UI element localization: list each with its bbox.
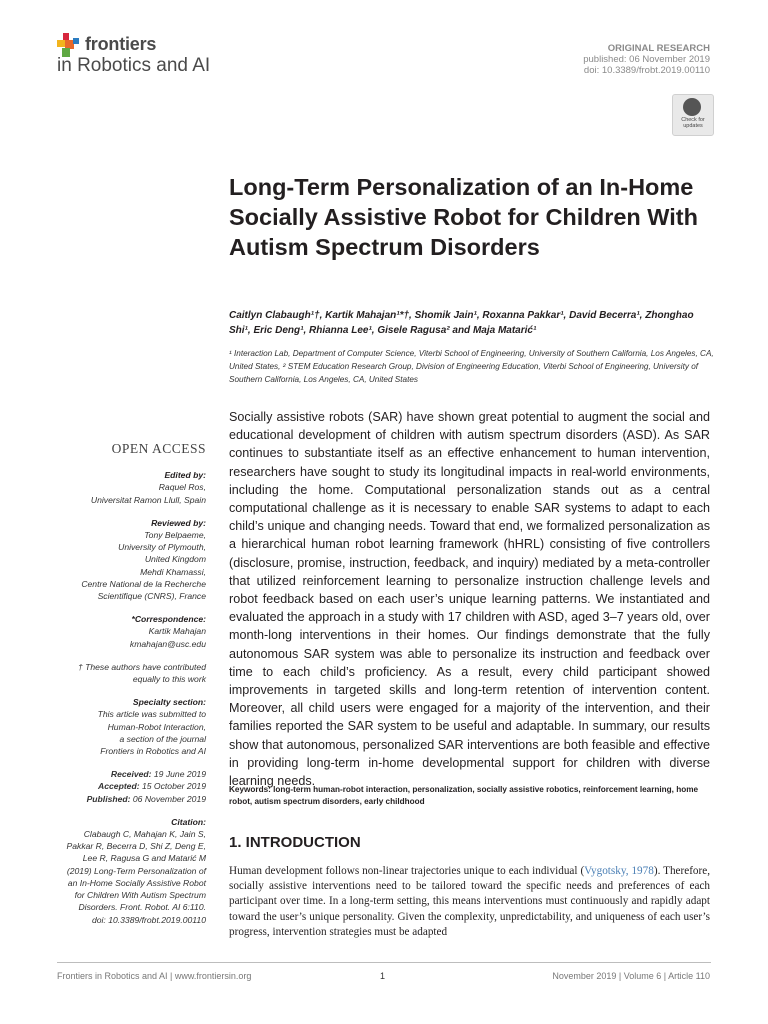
- doi-link[interactable]: doi: 10.3389/frobt.2019.00110: [583, 65, 710, 76]
- specialty-text: a section of the journal: [119, 733, 206, 744]
- brand-name: frontiers: [85, 34, 157, 54]
- specialty-section-label: Specialty section:: [132, 697, 206, 708]
- specialty-text: This article was submitted to: [97, 709, 206, 720]
- reviewer-affiliation: Centre National de la Recherche: [81, 578, 206, 589]
- citation-label: Citation:: [171, 816, 206, 827]
- citation-text: Clabaugh C, Mahajan K, Jain S,: [83, 829, 206, 840]
- reviewer-name[interactable]: Tony Belpaeme,: [144, 530, 206, 541]
- update-icon: [683, 98, 701, 116]
- correspondent-email[interactable]: kmahajan@usc.edu: [129, 638, 206, 649]
- affiliations: ¹ Interaction Lab, Department of Computer Science, Viterbi School of Engineering, University of Southern California, Los Angeles, CA, United States, ² STEM Education Research Group, Division of Engineering Education, Viterbi School of Engineering, University of Southern California, Los Angeles, CA, United States: [229, 349, 714, 384]
- open-access-label[interactable]: OPEN ACCESS: [111, 441, 206, 456]
- edited-by-label: Edited by:: [164, 470, 206, 481]
- footer-divider: [57, 962, 711, 963]
- equal-contribution-note: † These authors have contributed: [77, 661, 206, 672]
- footer-issue-info: November 2019 | Volume 6 | Article 110: [552, 971, 710, 981]
- section-heading: 1. INTRODUCTION: [229, 834, 361, 851]
- accepted-date: Accepted: 15 October 2019: [98, 781, 206, 792]
- reviewer-name[interactable]: Mehdi Khamassi,: [140, 566, 206, 577]
- correspondent-name: Kartik Mahajan: [148, 626, 206, 637]
- reviewed-by-label: Reviewed by:: [151, 517, 206, 528]
- published-date-sidebar: Published: 06 November 2019: [86, 793, 206, 804]
- page-number: 1: [380, 971, 386, 981]
- citation-doi[interactable]: doi: 10.3389/frobt.2019.00110: [91, 914, 206, 925]
- abstract: Socially assistive robots (SAR) have shown great potential to augment the social and educational development of children with autism spectrum disorders (ASD). As SAR continues to substantiate itself as an effective enhancement to human intervention, researchers have sought to study its longitudinal impacts in real-world environments, including the home. Computational personalization stands out as a central computational challenge as it is necessary to enable SAR systems to adapt to each child’s unique and changing needs. Toward that end, we formalized personalization as a hierarchical human robot learning framework (hHRL) consisting of five controllers (disclosure, promise, instruction, feedback, and inquiry) mediated by a meta-controller that utilized reinforcement learning to personalize instruction challenge levels and robot feedback based on each user’s unique learning patterns. We instantiated and evaluated the approach in a study with 17 children with ASD, aged 3–7 years old, over month-long interventions in their homes. Our findings demonstrate that the fully autonomous SAR system was able to personalize its instruction and feedback over time to each child’s proficiency. As a result, every child participant showed improvements in targeted skills and long-term retention of intervention content. Moreover, all child users were engaged for a majority of the intervention, and their families reported the SAR system to be useful and adaptable. In summary, our results show that autonomous, personalized SAR interventions are both feasible and effective in providing long-term in-home developmental support for children with diverse learning needs.: [229, 410, 710, 789]
- badge-label: Check for updates: [681, 117, 705, 129]
- journal-logo[interactable]: [57, 33, 257, 83]
- citation-text: Pakkar R, Becerra D, Shi Z, Deng E,: [66, 841, 206, 852]
- citation-text: Disorders. Front. Robot. AI 6:110.: [78, 902, 206, 913]
- article-meta: [583, 43, 710, 76]
- check-for-updates-badge[interactable]: [672, 94, 714, 136]
- citation-text: for Children With Autism Spectrum: [74, 890, 206, 901]
- equal-contribution-note: equally to this work: [132, 674, 206, 685]
- citation-text: Lee R, Ragusa G and Matarić M: [82, 853, 206, 864]
- editor-name[interactable]: Raquel Ros,: [158, 482, 206, 493]
- author-list: Caitlyn Clabaugh¹†, Kartik Mahajan¹*†, Shomik Jain¹, Roxanna Pakkar¹, David Becerra¹, Zhonghao Shi¹, Eric Deng¹, Rhianna Lee¹, Gisele Ragusa² and Maja Matarić¹: [229, 310, 694, 336]
- received-date: Received: 19 June 2019: [110, 769, 206, 780]
- article-sidebar: [26, 443, 206, 926]
- intro-paragraph: Human development follows non-linear trajectories unique to each individual (Vygotsky, 1978). Therefore, socially assistive interventions need to be tailored toward the specific needs and preferences of each participant over time. In a long-term setting, this means interventions must continuously and rapidly adapt toward the user’s unique personality. Given the complexity, unpredictability, and uniqueness of each user’s progress, intervention strategies must be adapted: [229, 865, 710, 938]
- editor-affiliation: Universitat Ramon Llull, Spain: [90, 494, 206, 505]
- reviewer-affiliation: Scientifique (CNRS), France: [97, 591, 206, 602]
- journal-name: in Robotics and AI: [57, 55, 211, 76]
- footer-journal-link[interactable]: Frontiers in Robotics and AI | www.frontiersin.org: [57, 971, 252, 981]
- citation-text: (2019) Long-Term Personalization of: [66, 865, 206, 876]
- article-type: ORIGINAL RESEARCH: [607, 43, 710, 54]
- reviewer-affiliation: United Kingdom: [144, 554, 206, 565]
- reviewer-affiliation: University of Plymouth,: [118, 542, 206, 553]
- specialty-text: Human-Robot Interaction,: [107, 721, 206, 732]
- citation-link[interactable]: Vygotsky, 1978: [584, 865, 654, 877]
- published-date: published: 06 November 2019: [583, 54, 710, 65]
- citation-text: an In-Home Socially Assistive Robot: [67, 877, 206, 888]
- specialty-text: Frontiers in Robotics and AI: [100, 746, 206, 757]
- article-title: Long-Term Personalization of an In-Home Socially Assistive Robot for Children With Autism Spectrum Disorders: [229, 174, 698, 260]
- keywords: Keywords: long-term human-robot interaction, personalization, socially assistive robotics, reinforcement learning, home robot, autism spectrum disorders, early childhood: [229, 785, 699, 806]
- correspondence-label: *Correspondence:: [131, 614, 206, 625]
